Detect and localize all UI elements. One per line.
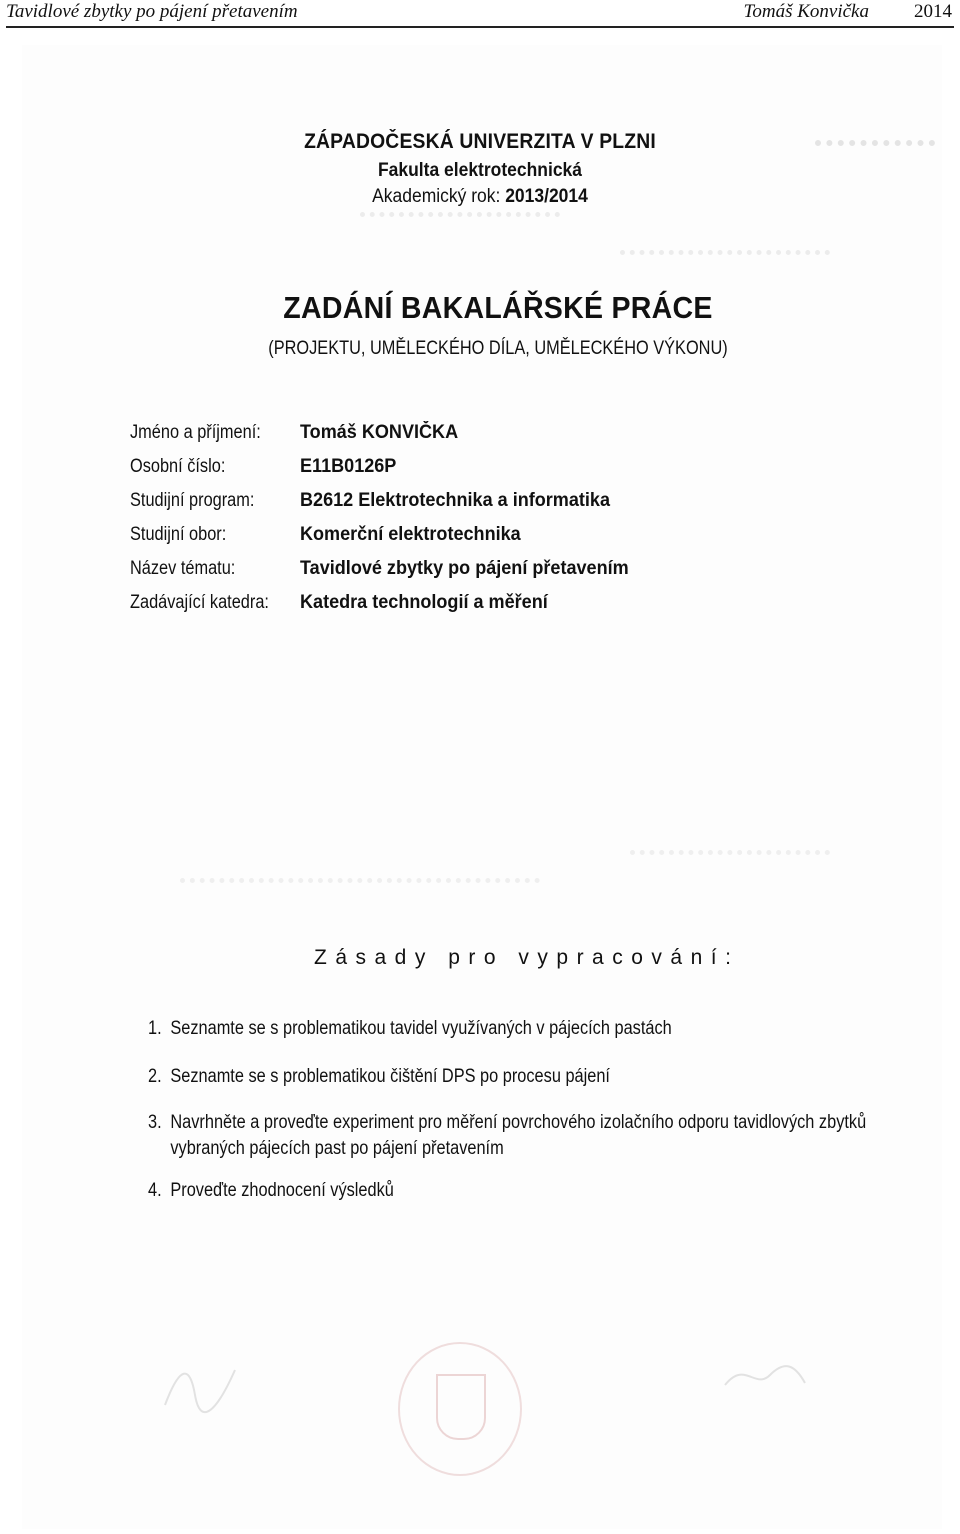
university-stamp — [398, 1342, 522, 1476]
info-label: Studijní obor: — [130, 524, 227, 545]
info-label: Jméno a příjmení: — [130, 422, 261, 443]
item-number: 4. — [148, 1180, 162, 1201]
academic-year-label: Akademický rok: — [372, 186, 501, 207]
header-year: 2014 — [914, 1, 952, 22]
list-item — [148, 1064, 910, 1090]
item-text: Seznamte se s problematikou čištění DPS po procesu pájení — [170, 1066, 610, 1087]
list-item — [148, 1110, 910, 1162]
info-value: Tavidlové zbytky po pájení přetavením — [300, 558, 629, 579]
info-value: Komerční elektrotechnika — [300, 524, 521, 545]
stamp-emblem — [436, 1374, 486, 1440]
faint-signature-right — [720, 1355, 810, 1402]
university-name: ZÁPADOČESKÁ UNIVERZITA V PLZNI — [304, 130, 656, 153]
bleed-through-mark — [630, 850, 830, 863]
item-text: Navrhněte a proveďte experiment pro měření povrchového izolačního odporu tavidlových zbytků vybraných pájecích past po pájení přetavením — [170, 1112, 867, 1159]
faculty-name: Fakulta elektrotechnická — [377, 160, 583, 181]
assignment-subtitle: (PROJEKTU, UMĚLECKÉHO DÍLA, UMĚLECKÉHO VÝKONU) — [268, 338, 728, 359]
bleed-through-mark — [180, 878, 540, 891]
info-value: E11B0126P — [300, 456, 397, 477]
bleed-through-mark — [620, 250, 830, 263]
info-value: Katedra technologií a měření — [300, 592, 548, 613]
info-value: B2612 Elektrotechnika a informatika — [300, 490, 610, 511]
faint-signature-left — [160, 1355, 240, 1422]
info-label: Studijní program: — [130, 490, 255, 511]
item-number: 1. — [148, 1018, 162, 1039]
item-text: Seznamte se s problematikou tavidel využívaných v pájecích pastách — [170, 1018, 672, 1039]
header-title: Tavidlové zbytky po pájení přetavením — [6, 1, 298, 22]
list-item — [148, 1178, 910, 1204]
guidelines-heading: Zásady pro vypracování: — [314, 946, 740, 969]
item-number: 2. — [148, 1066, 162, 1087]
info-label: Název tématu: — [130, 558, 236, 579]
academic-year — [38, 186, 921, 208]
header-author: Tomáš Konvička — [743, 1, 869, 22]
guidelines-list — [148, 1016, 888, 1204]
bleed-through-mark — [360, 212, 560, 225]
assignment-title: ZADÁNÍ BAKALÁŘSKÉ PRÁCE — [283, 290, 713, 325]
list-item — [148, 1016, 910, 1042]
info-value: Tomáš KONVIČKA — [300, 422, 459, 443]
running-header — [6, 0, 954, 28]
item-number: 3. — [148, 1112, 162, 1133]
scanned-page — [22, 45, 942, 1529]
info-label: Zadávající katedra: — [130, 592, 269, 613]
item-text: Proveďte zhodnocení výsledků — [170, 1180, 394, 1201]
info-label: Osobní číslo: — [130, 456, 226, 477]
academic-year-value: 2013/2014 — [505, 186, 588, 207]
